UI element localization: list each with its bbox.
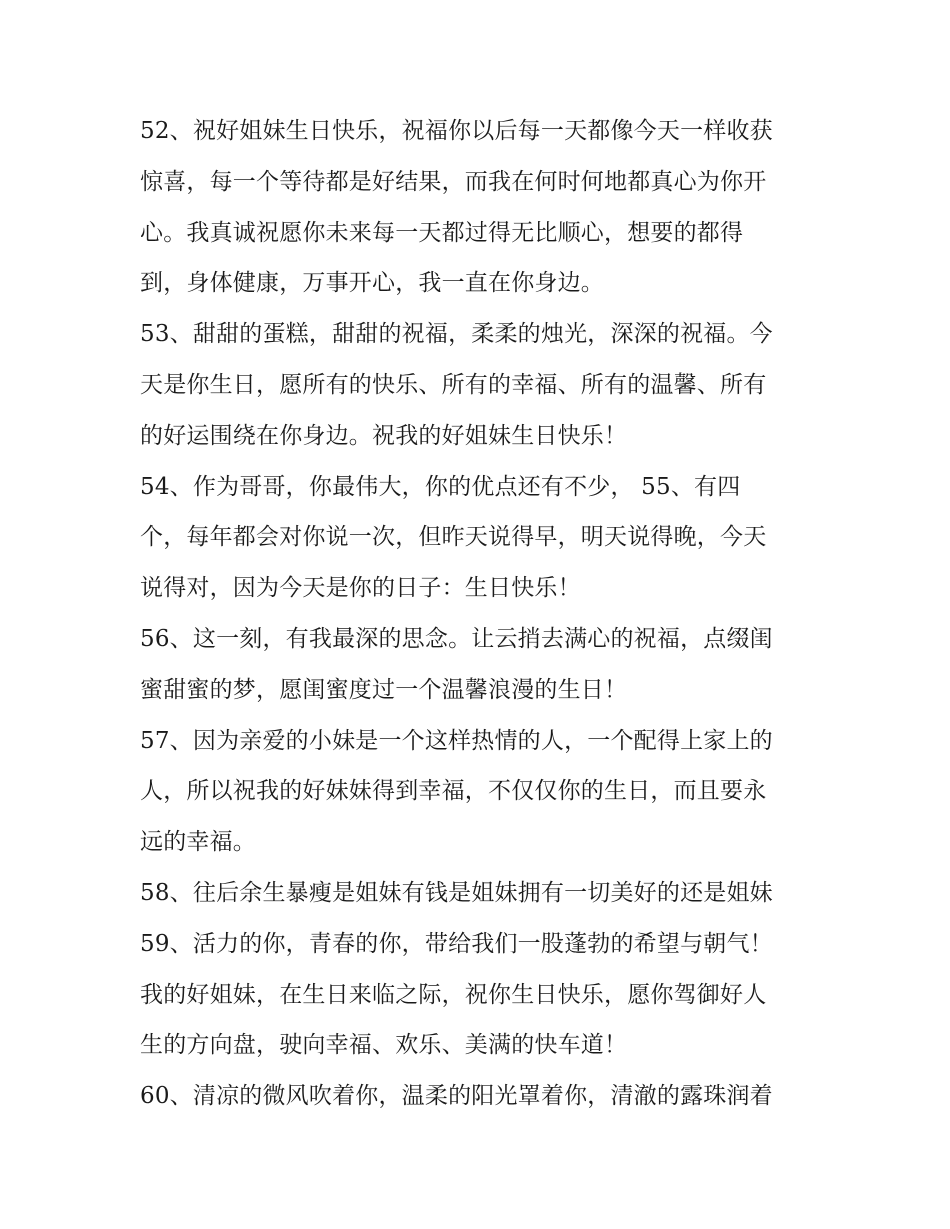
text-line: 生的方向盘，驶向幸福、欢乐、美满的快车道！: [140, 1032, 628, 1059]
text-line: 我的好姐妹，在生日来临之际，祝你生日快乐，愿你驾御好人: [140, 981, 767, 1008]
text-line: 心。我真诚祝愿你未来每一天都过得无比顺心，想要的都得: [140, 219, 744, 246]
text-line: 60、清凉的微风吹着你，温柔的阳光罩着你，清澈的露珠润着: [140, 1083, 773, 1110]
document-body: [140, 106, 820, 1122]
text-line: 蜜甜蜜的梦，愿闺蜜度过一个温馨浪漫的生日！: [140, 676, 628, 703]
text-line: 57、因为亲爱的小妹是一个这样热情的人，一个配得上家上的: [140, 727, 773, 754]
text-line: 天是你生日，愿所有的快乐、所有的幸福、所有的温馨、所有: [140, 371, 767, 398]
text-line: 56、这一刻，有我最深的思念。让云捎去满心的祝福，点缀闺: [140, 625, 773, 652]
text-line: 54、作为哥哥，你最伟大，你的优点还有不少， 55、有四: [140, 473, 741, 500]
text-line: 52、祝好姐妹生日快乐，祝福你以后每一天都像今天一样收获: [140, 118, 773, 144]
text-line: 远的幸福。: [140, 829, 256, 856]
text-line: 的好运围绕在你身边。祝我的好姐妹生日快乐！: [140, 422, 628, 449]
text-line: 58、往后余生暴瘦是姐妹有钱是姐妹拥有一切美好的还是姐妹: [140, 879, 773, 906]
text-line: 53、甜甜的蛋糕，甜甜的祝福，柔柔的烛光，深深的祝福。今: [140, 321, 773, 348]
text-line: 59、活力的你，青春的你，带给我们一股蓬勃的希望与朝气！: [140, 930, 773, 957]
text-line: 个，每年都会对你说一次，但昨天说得早，明天说得晚，今天: [140, 524, 767, 551]
text-line: 惊喜，每一个等待都是好结果，而我在何时何地都真心为你开: [140, 168, 767, 195]
text-line: 到，身体健康，万事开心，我一直在你身边。: [140, 270, 604, 297]
text-line: 说得对，因为今天是你的日子：生日快乐！: [140, 575, 581, 602]
text-line: 人，所以祝我的好妹妹得到幸福，不仅仅你的生日，而且要永: [140, 778, 767, 805]
